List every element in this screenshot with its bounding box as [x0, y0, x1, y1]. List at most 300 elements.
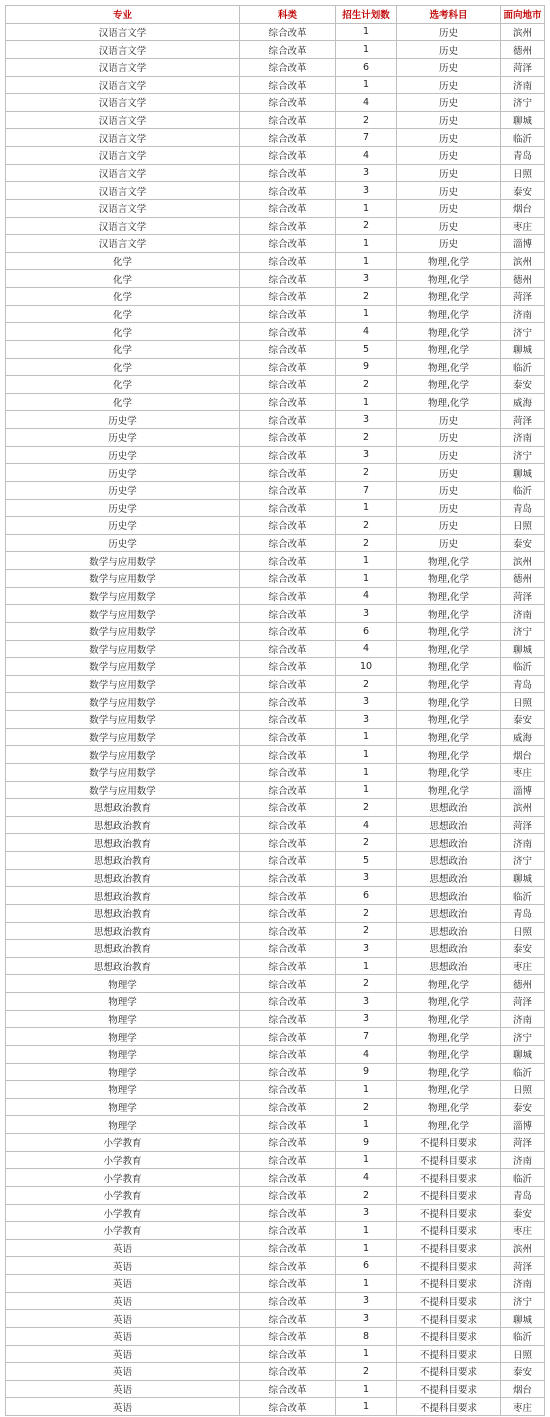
- cell-category: 综合改革: [240, 147, 336, 165]
- cell-category: 综合改革: [240, 164, 336, 182]
- cell-city: 烟台: [501, 199, 545, 217]
- cell-category: 综合改革: [240, 887, 336, 905]
- cell-city: 日照: [501, 1345, 545, 1363]
- cell-plan-count: 1: [336, 1222, 397, 1240]
- cell-subjects: 不提科目要求: [397, 1380, 501, 1398]
- cell-city: 德州: [501, 975, 545, 993]
- table-row: [6, 393, 545, 411]
- cell-category: 综合改革: [240, 340, 336, 358]
- cell-subjects: 历史: [397, 58, 501, 76]
- cell-subjects: 物理,化学: [397, 640, 501, 658]
- cell-category: 综合改革: [240, 393, 336, 411]
- cell-category: 综合改革: [240, 76, 336, 94]
- cell-category: 综合改革: [240, 957, 336, 975]
- table-row: [6, 164, 545, 182]
- table-row: [6, 217, 545, 235]
- cell-plan-count: 5: [336, 340, 397, 358]
- cell-plan-count: 1: [336, 305, 397, 323]
- cell-major: 汉语言文学: [6, 164, 240, 182]
- table-row: [6, 94, 545, 112]
- cell-city: 泰安: [501, 1204, 545, 1222]
- cell-major: 汉语言文学: [6, 94, 240, 112]
- cell-category: 综合改革: [240, 975, 336, 993]
- cell-plan-count: 2: [336, 1363, 397, 1381]
- cell-category: 综合改革: [240, 217, 336, 235]
- cell-major: 英语: [6, 1345, 240, 1363]
- cell-subjects: 不提科目要求: [397, 1169, 501, 1187]
- cell-city: 滨州: [501, 252, 545, 270]
- cell-subjects: 物理,化学: [397, 1028, 501, 1046]
- cell-plan-count: 3: [336, 446, 397, 464]
- cell-plan-count: 1: [336, 252, 397, 270]
- cell-subjects: 思想政治: [397, 922, 501, 940]
- table-row: [6, 464, 545, 482]
- cell-city: 日照: [501, 693, 545, 711]
- cell-plan-count: 3: [336, 711, 397, 729]
- cell-major: 小学教育: [6, 1186, 240, 1204]
- cell-category: 综合改革: [240, 429, 336, 447]
- cell-subjects: 物理,化学: [397, 376, 501, 394]
- cell-subjects: 思想政治: [397, 957, 501, 975]
- cell-plan-count: 4: [336, 94, 397, 112]
- cell-city: 日照: [501, 164, 545, 182]
- cell-major: 汉语言文学: [6, 199, 240, 217]
- cell-category: 综合改革: [240, 534, 336, 552]
- cell-major: 物理学: [6, 1081, 240, 1099]
- cell-city: 菏泽: [501, 58, 545, 76]
- cell-category: 综合改革: [240, 1327, 336, 1345]
- cell-plan-count: 6: [336, 887, 397, 905]
- cell-major: 思想政治教育: [6, 816, 240, 834]
- cell-major: 历史学: [6, 534, 240, 552]
- cell-category: 综合改革: [240, 816, 336, 834]
- cell-major: 英语: [6, 1310, 240, 1328]
- cell-plan-count: 1: [336, 1239, 397, 1257]
- cell-major: 小学教育: [6, 1134, 240, 1152]
- cell-city: 泰安: [501, 534, 545, 552]
- cell-plan-count: 4: [336, 1169, 397, 1187]
- cell-plan-count: 2: [336, 1186, 397, 1204]
- cell-subjects: 历史: [397, 111, 501, 129]
- cell-category: 综合改革: [240, 1116, 336, 1134]
- cell-city: 德州: [501, 41, 545, 59]
- cell-category: 综合改革: [240, 834, 336, 852]
- cell-city: 临沂: [501, 358, 545, 376]
- cell-category: 综合改革: [240, 693, 336, 711]
- table-row: [6, 376, 545, 394]
- cell-plan-count: 1: [336, 957, 397, 975]
- cell-plan-count: 1: [336, 781, 397, 799]
- cell-category: 综合改革: [240, 323, 336, 341]
- cell-city: 菏泽: [501, 587, 545, 605]
- table-row: [6, 1275, 545, 1293]
- cell-major: 汉语言文学: [6, 182, 240, 200]
- cell-city: 济南: [501, 429, 545, 447]
- table-row: [6, 481, 545, 499]
- cell-city: 济宁: [501, 1028, 545, 1046]
- table-row: [6, 1257, 545, 1275]
- cell-city: 济南: [501, 1010, 545, 1028]
- cell-category: 综合改革: [240, 358, 336, 376]
- cell-major: 汉语言文学: [6, 41, 240, 59]
- table-row: [6, 640, 545, 658]
- cell-category: 综合改革: [240, 446, 336, 464]
- cell-category: 综合改革: [240, 605, 336, 623]
- cell-category: 综合改革: [240, 781, 336, 799]
- cell-subjects: 历史: [397, 94, 501, 112]
- cell-major: 英语: [6, 1380, 240, 1398]
- cell-city: 临沂: [501, 1327, 545, 1345]
- cell-category: 综合改革: [240, 182, 336, 200]
- cell-category: 综合改革: [240, 252, 336, 270]
- cell-subjects: 物理,化学: [397, 270, 501, 288]
- table-row: [6, 728, 545, 746]
- cell-category: 综合改革: [240, 23, 336, 41]
- cell-plan-count: 2: [336, 288, 397, 306]
- cell-city: 济宁: [501, 323, 545, 341]
- cell-plan-count: 5: [336, 852, 397, 870]
- cell-plan-count: 3: [336, 993, 397, 1011]
- cell-city: 菏泽: [501, 1134, 545, 1152]
- cell-plan-count: 3: [336, 1310, 397, 1328]
- cell-subjects: 历史: [397, 235, 501, 253]
- table-row: [6, 993, 545, 1011]
- cell-category: 综合改革: [240, 1045, 336, 1063]
- cell-subjects: 物理,化学: [397, 252, 501, 270]
- cell-city: 聊城: [501, 1310, 545, 1328]
- cell-city: 日照: [501, 517, 545, 535]
- cell-major: 物理学: [6, 1028, 240, 1046]
- cell-plan-count: 1: [336, 235, 397, 253]
- cell-subjects: 历史: [397, 199, 501, 217]
- cell-major: 汉语言文学: [6, 58, 240, 76]
- table-row: [6, 1239, 545, 1257]
- table-row: [6, 799, 545, 817]
- cell-city: 枣庄: [501, 957, 545, 975]
- cell-plan-count: 1: [336, 23, 397, 41]
- table-row: [6, 1398, 545, 1416]
- cell-category: 综合改革: [240, 728, 336, 746]
- table-row: [6, 1380, 545, 1398]
- cell-plan-count: 2: [336, 904, 397, 922]
- cell-subjects: 历史: [397, 217, 501, 235]
- cell-city: 济南: [501, 605, 545, 623]
- cell-major: 小学教育: [6, 1222, 240, 1240]
- cell-major: 思想政治教育: [6, 834, 240, 852]
- cell-subjects: 思想政治: [397, 852, 501, 870]
- cell-city: 济宁: [501, 852, 545, 870]
- cell-city: 聊城: [501, 1045, 545, 1063]
- cell-category: 综合改革: [240, 1380, 336, 1398]
- header-row: [6, 6, 545, 24]
- cell-plan-count: 3: [336, 940, 397, 958]
- table-row: [6, 1116, 545, 1134]
- cell-major: 汉语言文学: [6, 76, 240, 94]
- cell-subjects: 物理,化学: [397, 728, 501, 746]
- cell-plan-count: 9: [336, 1134, 397, 1152]
- table-row: [6, 1028, 545, 1046]
- table-row: [6, 834, 545, 852]
- cell-category: 综合改革: [240, 1010, 336, 1028]
- cell-subjects: 物理,化学: [397, 323, 501, 341]
- cell-plan-count: 1: [336, 1380, 397, 1398]
- cell-major: 物理学: [6, 975, 240, 993]
- cell-subjects: 历史: [397, 534, 501, 552]
- cell-subjects: 物理,化学: [397, 393, 501, 411]
- cell-category: 综合改革: [240, 1028, 336, 1046]
- cell-major: 汉语言文学: [6, 129, 240, 147]
- cell-subjects: 不提科目要求: [397, 1257, 501, 1275]
- cell-subjects: 物理,化学: [397, 1063, 501, 1081]
- cell-major: 化学: [6, 252, 240, 270]
- cell-category: 综合改革: [240, 288, 336, 306]
- cell-city: 聊城: [501, 869, 545, 887]
- cell-category: 综合改革: [240, 587, 336, 605]
- cell-major: 英语: [6, 1275, 240, 1293]
- cell-category: 综合改革: [240, 1398, 336, 1416]
- cell-city: 威海: [501, 393, 545, 411]
- cell-city: 济南: [501, 1275, 545, 1293]
- cell-city: 淄博: [501, 235, 545, 253]
- cell-plan-count: 7: [336, 1028, 397, 1046]
- cell-subjects: 历史: [397, 429, 501, 447]
- cell-major: 汉语言文学: [6, 23, 240, 41]
- cell-major: 物理学: [6, 993, 240, 1011]
- table-row: [6, 922, 545, 940]
- cell-category: 综合改革: [240, 1186, 336, 1204]
- cell-city: 枣庄: [501, 1398, 545, 1416]
- cell-plan-count: 2: [336, 799, 397, 817]
- cell-city: 青岛: [501, 499, 545, 517]
- table-row: [6, 429, 545, 447]
- table-row: [6, 534, 545, 552]
- cell-subjects: 物理,化学: [397, 1116, 501, 1134]
- cell-subjects: 物理,化学: [397, 675, 501, 693]
- cell-major: 汉语言文学: [6, 111, 240, 129]
- cell-major: 思想政治教育: [6, 799, 240, 817]
- table-row: [6, 517, 545, 535]
- cell-city: 临沂: [501, 481, 545, 499]
- cell-plan-count: 1: [336, 499, 397, 517]
- cell-city: 临沂: [501, 887, 545, 905]
- table-row: [6, 1081, 545, 1099]
- cell-major: 物理学: [6, 1116, 240, 1134]
- cell-subjects: 历史: [397, 499, 501, 517]
- cell-category: 综合改革: [240, 711, 336, 729]
- cell-subjects: 不提科目要求: [397, 1275, 501, 1293]
- cell-category: 综合改革: [240, 376, 336, 394]
- cell-city: 烟台: [501, 1380, 545, 1398]
- cell-subjects: 物理,化学: [397, 746, 501, 764]
- cell-city: 济南: [501, 305, 545, 323]
- cell-city: 枣庄: [501, 1222, 545, 1240]
- cell-city: 威海: [501, 728, 545, 746]
- cell-plan-count: 6: [336, 1257, 397, 1275]
- cell-subjects: 历史: [397, 76, 501, 94]
- cell-subjects: 思想政治: [397, 904, 501, 922]
- cell-major: 历史学: [6, 464, 240, 482]
- cell-major: 数学与应用数学: [6, 622, 240, 640]
- table-row: [6, 288, 545, 306]
- table-row: [6, 1098, 545, 1116]
- cell-city: 聊城: [501, 111, 545, 129]
- cell-category: 综合改革: [240, 481, 336, 499]
- table-row: [6, 111, 545, 129]
- table-row: [6, 675, 545, 693]
- cell-city: 聊城: [501, 640, 545, 658]
- cell-subjects: 不提科目要求: [397, 1363, 501, 1381]
- cell-plan-count: 2: [336, 534, 397, 552]
- cell-city: 临沂: [501, 1169, 545, 1187]
- table-row: [6, 129, 545, 147]
- cell-city: 青岛: [501, 675, 545, 693]
- cell-category: 综合改革: [240, 570, 336, 588]
- cell-major: 化学: [6, 270, 240, 288]
- cell-plan-count: 2: [336, 922, 397, 940]
- cell-city: 日照: [501, 922, 545, 940]
- cell-plan-count: 1: [336, 393, 397, 411]
- cell-category: 综合改革: [240, 940, 336, 958]
- cell-plan-count: 2: [336, 376, 397, 394]
- cell-category: 综合改革: [240, 94, 336, 112]
- cell-subjects: 不提科目要求: [397, 1398, 501, 1416]
- cell-subjects: 不提科目要求: [397, 1134, 501, 1152]
- table-row: [6, 58, 545, 76]
- cell-major: 思想政治教育: [6, 869, 240, 887]
- cell-major: 数学与应用数学: [6, 675, 240, 693]
- cell-category: 综合改革: [240, 1345, 336, 1363]
- cell-subjects: 物理,化学: [397, 658, 501, 676]
- cell-category: 综合改革: [240, 922, 336, 940]
- cell-category: 综合改革: [240, 58, 336, 76]
- cell-city: 枣庄: [501, 763, 545, 781]
- cell-major: 英语: [6, 1239, 240, 1257]
- cell-plan-count: 1: [336, 76, 397, 94]
- cell-category: 综合改革: [240, 499, 336, 517]
- cell-city: 聊城: [501, 340, 545, 358]
- cell-subjects: 历史: [397, 164, 501, 182]
- table-row: [6, 587, 545, 605]
- cell-plan-count: 3: [336, 869, 397, 887]
- cell-plan-count: 1: [336, 570, 397, 588]
- table-row: [6, 852, 545, 870]
- cell-subjects: 物理,化学: [397, 975, 501, 993]
- cell-major: 化学: [6, 288, 240, 306]
- cell-subjects: 物理,化学: [397, 993, 501, 1011]
- cell-plan-count: 1: [336, 746, 397, 764]
- cell-category: 综合改革: [240, 199, 336, 217]
- cell-major: 化学: [6, 305, 240, 323]
- table-row: [6, 340, 545, 358]
- table-row: [6, 552, 545, 570]
- cell-subjects: 历史: [397, 182, 501, 200]
- cell-subjects: 不提科目要求: [397, 1151, 501, 1169]
- cell-city: 临沂: [501, 129, 545, 147]
- cell-category: 综合改革: [240, 904, 336, 922]
- cell-category: 综合改革: [240, 517, 336, 535]
- cell-category: 综合改革: [240, 763, 336, 781]
- cell-subjects: 物理,化学: [397, 570, 501, 588]
- table-row: [6, 869, 545, 887]
- cell-major: 思想政治教育: [6, 887, 240, 905]
- cell-plan-count: 6: [336, 58, 397, 76]
- cell-category: 综合改革: [240, 852, 336, 870]
- table-row: [6, 816, 545, 834]
- cell-subjects: 历史: [397, 147, 501, 165]
- cell-category: 综合改革: [240, 1310, 336, 1328]
- table-row: [6, 252, 545, 270]
- enrollment-plan-table: [5, 5, 545, 1416]
- cell-plan-count: 2: [336, 975, 397, 993]
- cell-subjects: 不提科目要求: [397, 1186, 501, 1204]
- cell-major: 汉语言文学: [6, 235, 240, 253]
- cell-plan-count: 1: [336, 728, 397, 746]
- cell-city: 菏泽: [501, 816, 545, 834]
- cell-subjects: 不提科目要求: [397, 1292, 501, 1310]
- cell-plan-count: 1: [336, 1345, 397, 1363]
- cell-category: 综合改革: [240, 41, 336, 59]
- cell-subjects: 不提科目要求: [397, 1239, 501, 1257]
- table-row: [6, 1345, 545, 1363]
- table-row: [6, 1222, 545, 1240]
- cell-major: 历史学: [6, 411, 240, 429]
- cell-plan-count: 4: [336, 816, 397, 834]
- cell-city: 济宁: [501, 446, 545, 464]
- cell-major: 汉语言文学: [6, 147, 240, 165]
- cell-plan-count: 3: [336, 164, 397, 182]
- cell-city: 日照: [501, 1081, 545, 1099]
- cell-city: 泰安: [501, 940, 545, 958]
- cell-major: 小学教育: [6, 1169, 240, 1187]
- table-row: [6, 411, 545, 429]
- table-row: [6, 1045, 545, 1063]
- cell-plan-count: 1: [336, 1398, 397, 1416]
- cell-subjects: 思想政治: [397, 816, 501, 834]
- cell-category: 综合改革: [240, 1239, 336, 1257]
- cell-category: 综合改革: [240, 1169, 336, 1187]
- cell-major: 英语: [6, 1398, 240, 1416]
- cell-category: 综合改革: [240, 1275, 336, 1293]
- table-row: [6, 1310, 545, 1328]
- cell-plan-count: 10: [336, 658, 397, 676]
- cell-category: 综合改革: [240, 799, 336, 817]
- cell-subjects: 历史: [397, 517, 501, 535]
- table-row: [6, 622, 545, 640]
- table-row: [6, 41, 545, 59]
- table-row: [6, 1169, 545, 1187]
- cell-subjects: 物理,化学: [397, 340, 501, 358]
- cell-subjects: 不提科目要求: [397, 1222, 501, 1240]
- cell-subjects: 物理,化学: [397, 552, 501, 570]
- cell-category: 综合改革: [240, 622, 336, 640]
- cell-plan-count: 4: [336, 587, 397, 605]
- cell-subjects: 思想政治: [397, 799, 501, 817]
- cell-subjects: 思想政治: [397, 869, 501, 887]
- header-category: 科类: [240, 6, 336, 24]
- table-row: [6, 940, 545, 958]
- table-row: [6, 1204, 545, 1222]
- cell-city: 菏泽: [501, 1257, 545, 1275]
- table-row: [6, 76, 545, 94]
- cell-plan-count: 2: [336, 111, 397, 129]
- cell-city: 济南: [501, 76, 545, 94]
- cell-subjects: 历史: [397, 446, 501, 464]
- cell-major: 思想政治教育: [6, 957, 240, 975]
- cell-city: 青岛: [501, 147, 545, 165]
- cell-subjects: 思想政治: [397, 834, 501, 852]
- table-row: [6, 270, 545, 288]
- header-subjects: 选考科目: [397, 6, 501, 24]
